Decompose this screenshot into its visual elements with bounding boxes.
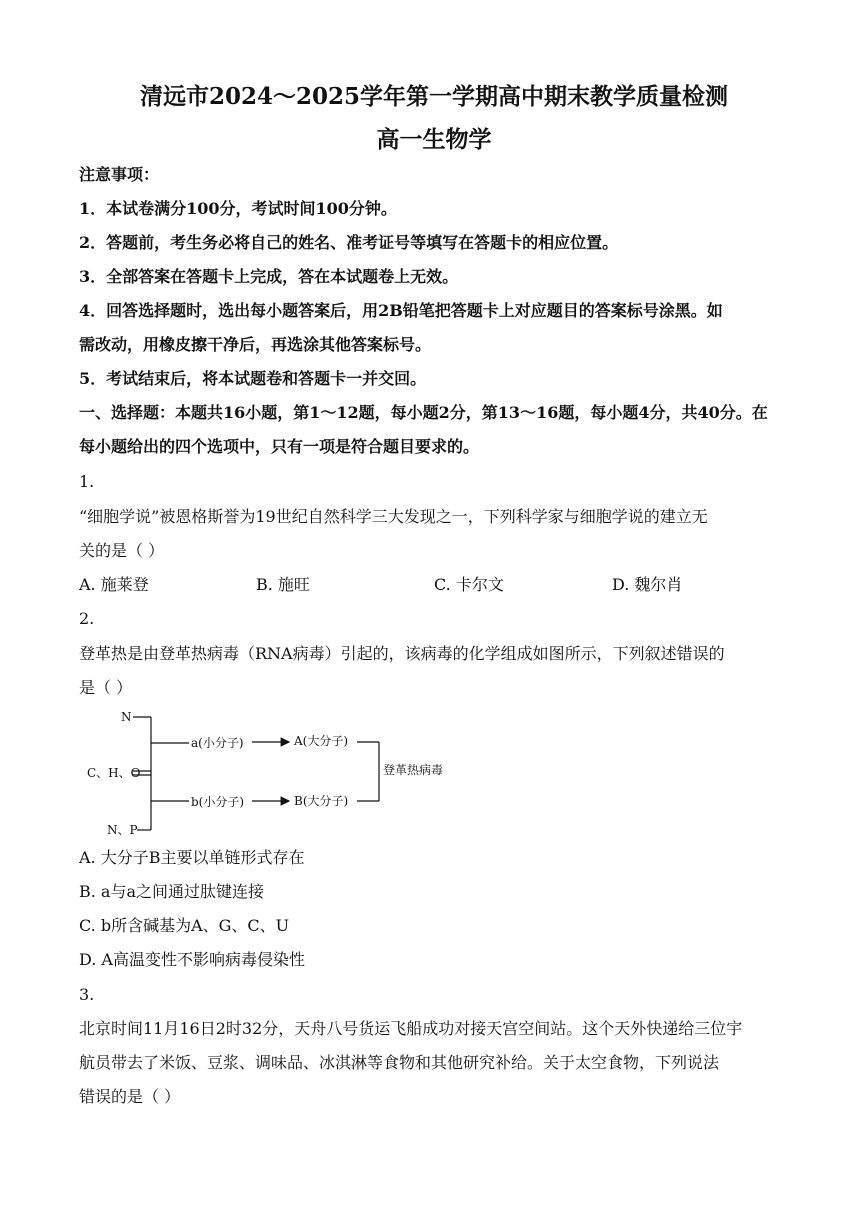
- virus-label: 登革热病毒: [383, 763, 444, 777]
- answer-option: C. b所含碱基为A、G、C、U: [79, 916, 290, 935]
- notice-item: 4．回答选择题时，选出每小题答案后，用2B铅笔把答题卡上对应题目的答案标号涂黑。如: [79, 301, 723, 320]
- small-molecule-b: b(小分子): [191, 795, 245, 809]
- answer-option: A. 施莱登: [79, 575, 149, 594]
- virus-composition-diagram: [79, 700, 479, 840]
- element-cho-label: C、H、O: [87, 766, 141, 780]
- answer-option: B. a与a之间通过肽键连接: [79, 882, 265, 901]
- question-stem: 是（ ）: [79, 678, 133, 697]
- notice-heading: 注意事项：: [79, 165, 160, 184]
- notice-item: 2．答题前，考生务必将自己的姓名、准考证号等填写在答题卡的相应位置。: [79, 233, 619, 252]
- section-instruction: 每小题给出的四个选项中，只有一项是符合题目要求的。: [79, 437, 480, 456]
- macromolecule-b: B(大分子): [294, 794, 349, 808]
- question-stem: 登革热是由登革热病毒（RNA病毒）引起的，该病毒的化学组成如图所示，下列叙述错误的: [79, 644, 725, 663]
- question-number: 1.: [79, 472, 95, 491]
- answer-option: D. 魏尔肖: [612, 575, 683, 594]
- question-stem: 北京时间11月16日2时32分，天舟八号货运飞船成功对接天宫空间站。这个天外快递给三位宇: [79, 1019, 743, 1038]
- answer-option: B. 施旺: [256, 575, 310, 594]
- answer-option: C. 卡尔文: [434, 575, 504, 594]
- answer-option: A. 大分子B主要以单链形式存在: [79, 848, 305, 867]
- exam-subtitle: 高一生物学: [376, 126, 492, 153]
- question-number: 2.: [79, 609, 95, 628]
- exam-title: 清远市2024～2025学年第一学期高中期末教学质量检测: [139, 83, 729, 110]
- question-stem: 关的是（ ）: [79, 541, 165, 560]
- question-stem: 航员带去了米饭、豆浆、调味品、冰淇淋等食物和其他研究补给。关于太空食物，下列说法: [79, 1053, 720, 1072]
- notice-item: 5．考试结束后，将本试题卷和答题卡一并交回。: [79, 369, 427, 388]
- element-n-label: N: [121, 710, 132, 724]
- notice-item: 3．全部答案在答题卡上完成，答在本试题卷上无效。: [79, 267, 459, 286]
- question-stem: “细胞学说”被恩格斯誉为19世纪自然科学三大发现之一，下列科学家与细胞学说的建立无: [79, 507, 708, 526]
- answer-option: D. A高温变性不影响病毒侵染性: [79, 950, 305, 969]
- question-stem: 错误的是（ ）: [79, 1087, 181, 1106]
- element-np-label: N、P: [107, 823, 138, 837]
- section-instruction: 一、选择题：本题共16小题，第1～12题，每小题2分，第13～16题，每小题4分，共40分。在: [79, 403, 768, 422]
- question-number: 3.: [79, 985, 95, 1004]
- notice-item: 需改动，用橡皮擦干净后，再选涂其他答案标号。: [79, 335, 432, 354]
- small-molecule-a: a(小分子): [191, 736, 244, 750]
- macromolecule-a: A(大分子): [294, 734, 349, 748]
- notice-item: 1．本试卷满分100分，考试时间100分钟。: [79, 199, 397, 218]
